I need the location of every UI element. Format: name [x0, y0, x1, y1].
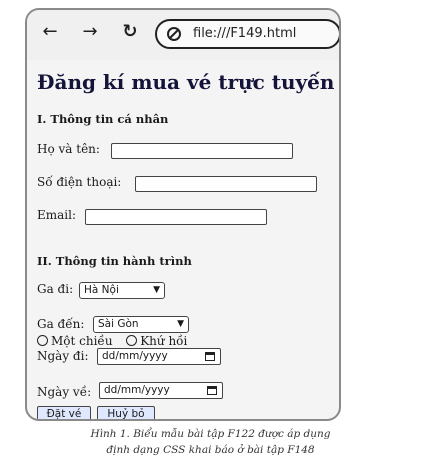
calendar-icon[interactable] — [205, 352, 215, 361]
from-station-value: Hà Nội — [84, 284, 119, 296]
figure-caption-line-2: định dạng CSS khai báo ở bài tập F148 — [106, 444, 315, 456]
browser-window — [25, 8, 341, 421]
from-station-select[interactable] — [79, 282, 165, 299]
email-input[interactable] — [85, 209, 267, 225]
to-station-label: Ga đến: — [37, 317, 85, 331]
back-button[interactable] — [39, 21, 61, 43]
reload-button[interactable] — [119, 21, 141, 43]
to-station-select[interactable] — [93, 316, 189, 333]
return-date-placeholder: dd/mm/yyyy — [104, 384, 170, 396]
depart-date-input[interactable] — [97, 348, 221, 365]
depart-date-placeholder: dd/mm/yyyy — [102, 350, 168, 362]
name-input[interactable] — [111, 143, 293, 159]
to-station-value: Sài Gòn — [98, 318, 139, 330]
reload-icon: ↻ — [122, 21, 138, 42]
one-way-label: Một chiều — [51, 334, 113, 348]
section-trip-info: II. Thông tin hành trình — [37, 254, 192, 268]
depart-date-label: Ngày đi: — [37, 349, 89, 363]
email-label: Email: — [37, 208, 77, 222]
url-text: file:///F149.html — [193, 26, 297, 41]
arrow-right-icon: → — [82, 21, 98, 42]
trip-type-group — [37, 334, 187, 348]
file-protocol-icon — [167, 27, 181, 41]
phone-label: Số điện thoại: — [37, 175, 122, 189]
return-date-input[interactable] — [99, 382, 223, 399]
round-trip-label: Khứ hồi — [140, 334, 188, 348]
page-content — [27, 60, 339, 419]
page-title: Đăng kí mua vé trực tuyến — [37, 70, 335, 94]
chevron-down-icon: ▼ — [177, 319, 184, 329]
cancel-button[interactable]: Huỷ bỏ — [97, 406, 155, 421]
arrow-left-icon: ← — [42, 21, 58, 42]
address-bar[interactable] — [155, 19, 341, 49]
calendar-icon[interactable] — [207, 386, 217, 395]
phone-input[interactable] — [135, 176, 317, 192]
return-date-label: Ngày về: — [37, 385, 92, 399]
round-trip-radio[interactable] — [126, 335, 137, 346]
from-station-label: Ga đi: — [37, 282, 74, 296]
browser-toolbar — [27, 10, 339, 60]
chevron-down-icon: ▼ — [153, 285, 160, 295]
name-label: Họ và tên: — [37, 142, 100, 156]
section-personal-info: I. Thông tin cá nhân — [37, 112, 169, 126]
forward-button[interactable] — [79, 21, 101, 43]
submit-button[interactable]: Đặt vé — [37, 406, 91, 421]
figure-caption-line-1: Hình 1. Biểu mẫu bài tập F122 được áp dụng — [90, 428, 331, 440]
one-way-radio[interactable] — [37, 335, 48, 346]
